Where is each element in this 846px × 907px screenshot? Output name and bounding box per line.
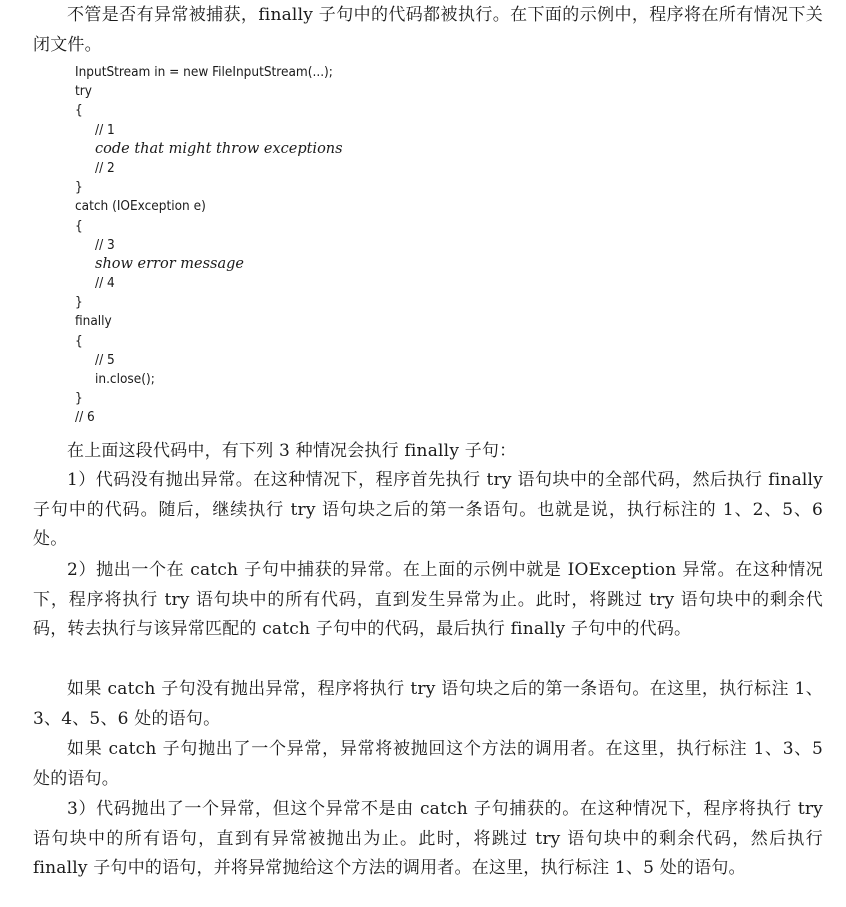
case-2-rethrow-paragraph: 如果 catch 子句抛出了一个异常，异常将被抛回这个方法的调用者。在这里，执行标注 1、3、5 处的语句。 bbox=[33, 739, 823, 789]
case-2-no-rethrow-paragraph: 如果 catch 子句没有抛出异常，程序将执行 try 语句块之后的第一条语句。在这里，执行标注 1、3、4、5、6 处的语句。 bbox=[33, 679, 823, 729]
code-line: } bbox=[75, 390, 83, 407]
code-line: InputStream in = new FileInputStream(...); bbox=[75, 64, 333, 80]
case-1-paragraph: 1）代码没有抛出异常。在这种情况下，程序首先执行 try 语句块中的全部代码，然后执行 finally 子句中的代码。随后，继续执行 try 语句块之后的第一条语句。也就是说，执行标注的 1、2、5、6 处。 bbox=[33, 470, 823, 549]
intro-paragraph: 不管是否有异常被捕获，finally 子句中的代码都被执行。在下面的示例中，程序将在所有情况下关闭文件。 bbox=[33, 5, 823, 55]
code-line: { bbox=[75, 102, 83, 119]
code-line: finally bbox=[75, 313, 112, 330]
code-line: } bbox=[75, 179, 83, 196]
code-line: show error message bbox=[95, 255, 244, 272]
code-line: catch (IOException e) bbox=[75, 198, 206, 215]
code-line: // 3 bbox=[95, 236, 115, 253]
code-listing bbox=[75, 63, 575, 428]
code-line: in.close(); bbox=[95, 371, 155, 387]
code-line: // 4 bbox=[95, 275, 115, 292]
code-line: // 6 bbox=[75, 409, 95, 426]
summary-paragraph: 在上面这段代码中，有下列 3 种情况会执行 finally 子句： bbox=[67, 441, 517, 461]
code-line: // 1 bbox=[95, 121, 115, 138]
code-line: // 5 bbox=[95, 351, 115, 368]
code-line: // 2 bbox=[95, 159, 115, 176]
code-line: { bbox=[75, 217, 83, 234]
code-line: } bbox=[75, 294, 83, 311]
code-line: code that might throw exceptions bbox=[95, 140, 343, 157]
case-2-paragraph: 2）抛出一个在 catch 子句中捕获的异常。在上面的示例中就是 IOException 异常。在这种情况下，程序将执行 try 语句块中的所有代码，直到发生异常为止。此时，将跳过 try 语句块中的剩余代码，转去执行与该异常匹配的 catch 子句中的代码，最后执行 finally 子句中的代码。 bbox=[33, 560, 823, 639]
code-line: { bbox=[75, 332, 83, 349]
code-line: try bbox=[75, 83, 92, 100]
case-3-paragraph: 3）代码抛出了一个异常，但这个异常不是由 catch 子句捕获的。在这种情况下，程序将执行 try 语句块中的所有语句，直到有异常被抛出为止。此时，将跳过 try 语句块中的剩余代码，然后执行 finally 子句中的语句，并将异常抛给这个方法的调用者。在这里，执行标注 1、5 处的语句。 bbox=[33, 799, 823, 878]
